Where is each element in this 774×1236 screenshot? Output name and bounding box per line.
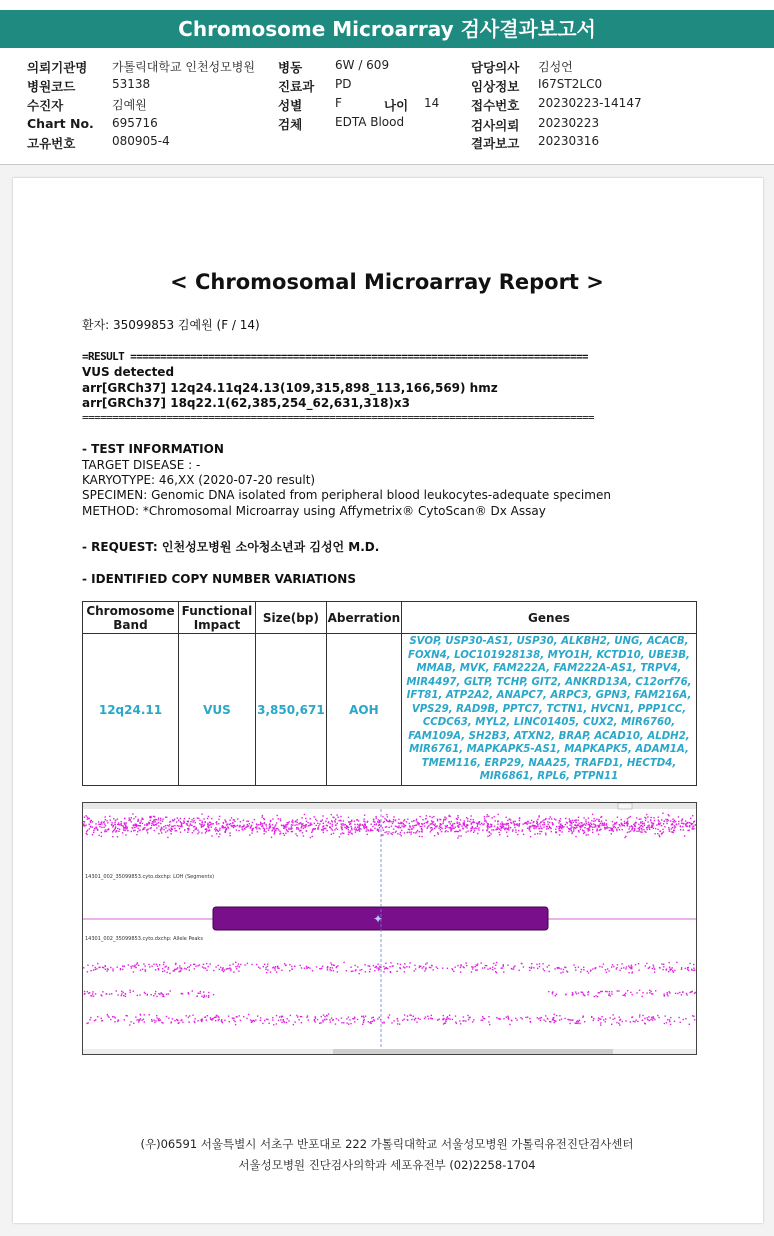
info-label-chart-no: Chart No. (27, 116, 94, 131)
col-header-genes: Genes (401, 602, 696, 634)
loh-segment-marker-icon: ✦ (373, 912, 384, 926)
info-value-hospital-code: 53138 (112, 77, 151, 91)
info-label-requesting-institution: 의뢰기관명 (27, 60, 88, 75)
patient-info-panel (0, 54, 774, 166)
info-label-request-date: 검사의뢰 (471, 118, 520, 133)
plot-toolbar (83, 803, 696, 809)
method: METHOD: *Chromosomal Microarray using Affymetrix® CytoScan® Dx Assay (82, 504, 546, 518)
info-label-hospital-code: 병원코드 (27, 79, 76, 94)
info-label-department: 진료과 (278, 79, 315, 94)
result-separator: =RESULT ============================================================================ (82, 350, 588, 363)
info-label-accession-no: 접수번호 (471, 98, 520, 113)
info-value-patient: 김예원 (112, 98, 147, 112)
info-value-chart-no: 695716 (112, 116, 158, 130)
test-info-heading: - TEST INFORMATION (82, 442, 224, 456)
karyotype: KARYOTYPE: 46,XX (2020-07-20 result) (82, 473, 316, 487)
vus-detected: VUS detected (82, 365, 175, 379)
table-row (83, 634, 697, 786)
info-value-age: 14 (424, 96, 440, 110)
patient-line: 환자: 35099853 김예원 (F / 14) (82, 318, 260, 332)
info-value-specimen: EDTA Blood (335, 115, 405, 129)
cell-aberration: AOH (326, 634, 401, 786)
plot-scrollbar-thumb[interactable] (333, 1049, 613, 1054)
info-value-unique-no: 080905-4 (112, 134, 170, 148)
col-header-impact: Functional Impact (178, 602, 255, 634)
info-value-accession-no: 20230223-14147 (538, 96, 642, 110)
allele-track-label: 14301_002_35099853.cyto.dxchp: Allele Peaks (85, 936, 203, 942)
cell-band: 12q24.11 (83, 634, 179, 786)
info-label-age: 나이 (384, 98, 409, 113)
info-value-ward: 6W / 609 (335, 58, 390, 72)
cnv-table (82, 601, 697, 786)
info-label-sex: 성별 (278, 98, 303, 113)
info-label-patient: 수진자 (27, 98, 64, 113)
footer-address: (우)06591 서울특별시 서초구 반포대로 222 가톨릭대학교 서울성모병원 가톨릭유전진단검사센터 (140, 1137, 634, 1151)
info-value-department: PD (335, 77, 352, 91)
info-value-request-date: 20230223 (538, 116, 600, 130)
end-separator: ===================================================================================== (82, 411, 594, 424)
loh-track-label: 14301_002_35099853.cyto.dxchp: LOH (Segments) (85, 874, 215, 880)
request-line: - REQUEST: 인천성모병원 소아청소년과 김성언 M.D. (82, 540, 380, 554)
col-header-aberration: Aberration (326, 602, 401, 634)
info-value-physician: 김성언 (538, 60, 573, 74)
info-label-unique-no: 고유번호 (27, 136, 76, 151)
info-value-report-date: 20230316 (538, 134, 600, 148)
info-label-physician: 담당의사 (471, 60, 520, 75)
report-header-title: Chromosome Microarray 검사결과보고서 (0, 10, 774, 48)
plot-toolbar-button[interactable] (618, 803, 632, 809)
plot-canvas (83, 803, 696, 1054)
col-header-size: Size(bp) (255, 602, 326, 634)
cnv-heading: - IDENTIFIED COPY NUMBER VARIATIONS (82, 572, 356, 586)
info-value-requesting-institution: 가톨릭대학교 인천성모병원 (112, 60, 255, 74)
target-disease: TARGET DISEASE : - (82, 458, 201, 472)
cell-size: 3,850,671 (255, 634, 326, 786)
info-value-sex: F (335, 96, 342, 110)
arr-result-1: arr[GRCh37] 12q24.11q24.13(109,315,898_113,166,569) hmz (82, 381, 498, 395)
cell-genes: SVOP, USP30-AS1, USP30, ALKBH2, UNG, ACACB, FOXN4, LOC101928138, MYO1H, KCTD10, UBE3B, MMAB, MVK, FAM222A, FAM222A-AS1, TRPV4, MIR4497, GLTP, TCHP, GIT2, ANKRD13A, C12orf76, IFT81, ATP2A2, ANAPC7, ARPC3, GPN3, FAM216A, VPS29, RAD9B, PPTC7, TCTN1, HVCN1, PPP1CC, CCDC63, MYL2, LINC01405, CUX2, MIR6760, FAM109A, SH2B3, ATXN2, BRAP, ACAD10, ALDH2, MIR6761, MAPKAPK5-AS1, MAPKAPK5, ADAM1A, TMEM116, ERP29, NAA25, TRAFD1, HECTD4, MIR6861, RPL6, PTPN11 (401, 634, 696, 786)
table-header-row (83, 602, 697, 634)
col-header-band: Chromosome Band (83, 602, 179, 634)
report-title: < Chromosomal Microarray Report > (170, 270, 604, 294)
copy-number-points (83, 813, 696, 839)
info-label-specimen: 검체 (278, 117, 303, 132)
chromosome-analysis-plot (82, 802, 697, 1055)
info-label-report-date: 결과보고 (471, 136, 520, 151)
footer-contact: 서울성모병원 진단검사의학과 세포유전부 (02)2258-1704 (238, 1158, 536, 1172)
info-value-clinical-info: I67ST2LC0 (538, 77, 603, 91)
arr-result-2: arr[GRCh37] 18q22.1(62,385,254_62,631,318)x3 (82, 396, 411, 410)
info-label-ward: 병동 (278, 60, 303, 75)
allele-peak-points (83, 962, 696, 1026)
info-label-clinical-info: 임상정보 (471, 79, 520, 94)
cell-impact: VUS (178, 634, 255, 786)
specimen: SPECIMEN: Genomic DNA isolated from peripheral blood leukocytes-adequate specimen (82, 488, 611, 502)
